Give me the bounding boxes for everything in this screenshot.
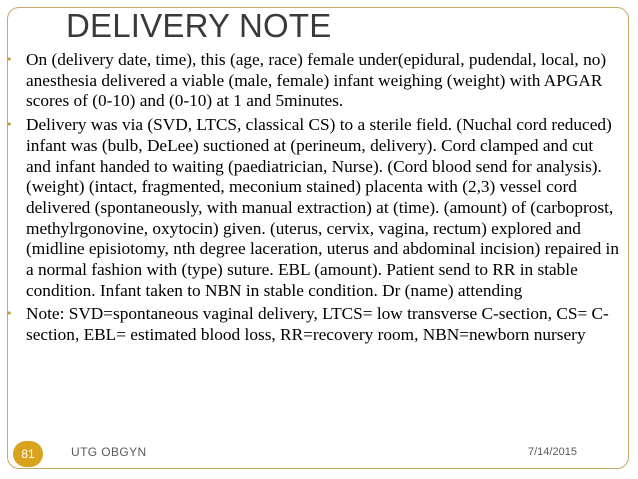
footer-date: 7/14/2015 xyxy=(528,446,577,458)
bullet-item xyxy=(6,304,621,345)
bullet-text: Note: SVD=spontaneous vaginal delivery, LTCS= low transverse C-section, CS= C-section, EBL= estimated blood loss, RR=recovery room, NBN=newborn nursery xyxy=(26,304,609,345)
bullet-item xyxy=(6,50,621,112)
page-number-badge: 81 xyxy=(13,441,43,467)
bullet-item xyxy=(6,115,621,301)
bullet-icon: • xyxy=(6,307,13,321)
bullet-icon: • xyxy=(6,118,13,132)
bullet-list xyxy=(6,50,621,349)
slide-title: DELIVERY NOTE xyxy=(66,7,332,44)
bullet-text: On (delivery date, time), this (age, race) female under(epidural, pudendal, local, no) anesthesia delivered a viable (male, female) infant weighing (weight) with APGAR scores of (0-10) and (0-10) at 1 and 5minutes. xyxy=(26,50,607,111)
footer-label: UTG OBGYN xyxy=(71,445,147,459)
bullet-icon: • xyxy=(6,53,13,66)
bullet-text: Delivery was via (SVD, LTCS, classical CS) to a sterile field. (Nuchal cord reduced) infant was (bulb, DeLee) suctioned at (perineum, delivery). Cord clamped and cut and infant handed to waiting (paediatrician, Nurse). (Cord blood send for analysis). (weight) (intact, fragmented, meconium stained) placenta with (2,3) vessel cord delivered (spontaneously, with manual extraction) at (time). (amount) of (carboprost, methylrgonovine, oxytocin) given. (uterus, cervix, vagina, rectum) explored and (midline episiotomy, nth degree laceration, uterus and abdominal incision) repaired in a normal fashion with (type) suture. EBL (amount). Patient send to RR in stable condition. Infant taken to NBN in stable condition. Dr (name) attending xyxy=(26,115,619,300)
